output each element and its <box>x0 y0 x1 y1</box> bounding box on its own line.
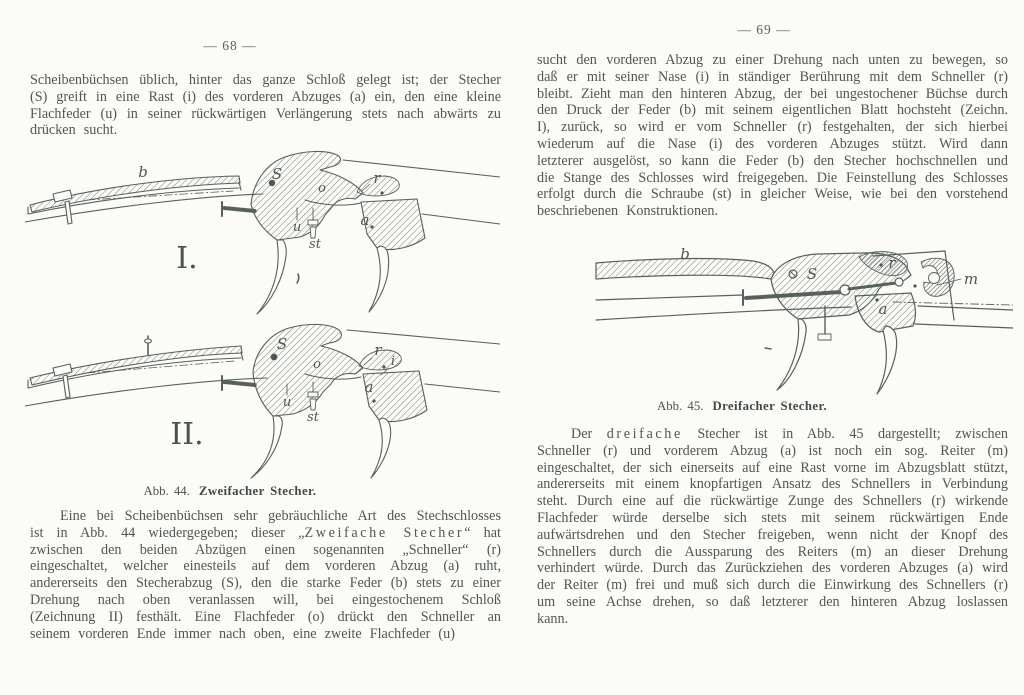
figure-label-u: u <box>282 395 292 410</box>
paragraph-segment: “ hat zwischen den beiden Abzügen einen sogenannten „Schneller“ (r) eingeschaltet, welcher einesteils auf dem vorderen Abzug (a) ruht, andererseits den Stecherabzug (S), den die starke Feder (b) stets zu einer Drehung nach oben veranlassen will, bei eingestochenem Schloß (Zeichnung II) festhält. Eine Flachfeder (o) drückt den Schneller an seinem vorderen Ende immer nach oben, eine zweite Flachfeder (u) <box>30 524 501 642</box>
figure-label-a: a <box>360 211 370 229</box>
figure-44-drawing-2 <box>25 322 500 485</box>
figure-caption-number: Abb. 44. <box>143 484 190 498</box>
paragraph-top-68: Scheibenbüchsen üblich, hinter das ganze Schloß gelegt ist; der Stecher (S) greift in eine Rast (i) des vorderen Abzuges (a) ein, den eine kleine Flachfeder (u) in seiner rückwärtigen Verlängerung stets nach abwärts zu drücken sucht. <box>30 72 501 139</box>
pivot-dot <box>372 399 375 402</box>
triple-set-trigger-illustration <box>593 248 1013 395</box>
set-trigger-drawing-1-illustration <box>25 150 500 322</box>
figure-label-u: u <box>292 220 302 235</box>
figure-label-o: o <box>313 357 321 372</box>
emphasized-term: dreifache <box>606 426 683 442</box>
set-trigger-drawing-2-illustration <box>25 322 500 480</box>
figure-label-st: st <box>309 237 321 252</box>
figure-45-drawing <box>593 248 1013 400</box>
figure-caption-number: Abb. 45. <box>657 399 704 413</box>
figure-label-r: r <box>373 169 381 187</box>
figure-44-drawing-1 <box>25 150 500 327</box>
page-number: — 69 — <box>737 22 791 37</box>
figure-caption-45 <box>562 399 922 414</box>
figure-label-S: S <box>276 335 288 353</box>
drawing-numeral-I: I. <box>176 241 198 276</box>
pivot-dot <box>913 284 916 287</box>
pivot-dot <box>370 225 373 228</box>
pivot-dot <box>879 263 882 266</box>
figure-label-a: a <box>364 378 374 396</box>
paragraph-segment: Stecher ist in Abb. 45 dargestellt; zwischen Schneller (r) und vorderem Abzug (a) ist noch ein sog. Reiter (m) eingeschaltet, der sich einerseits auf eine Rast vorne im Abzugsblatt stützt, andererseits mit einem knopfartigen Ansatz des Schnellers in Verbindung steht. Durch eine auf die rückwärtige Zunge des Schnellers (r) wirkende Flachfeder würde derselbe sich stets mit seinem rückwärtigen Ende aufwärtsdrehen und den Stecher freigeben, wenn nicht der Knopf des Schnellers durch die Aussparung des Reiters (m) an dieser Drehung verhindert würde. Durch das Zurückziehen des vorderen Abzuges (a) wird der Reiter (m) frei und muß sich durch die Einwirkung des Schnellers (r) um seine Achse drehen, so daß letzterer den hinteren Abzug loslassen kann. <box>537 426 1008 627</box>
pivot-dot <box>382 365 385 368</box>
drawing-numeral-II: II. <box>170 417 204 452</box>
figure-label-o: o <box>318 181 326 196</box>
paragraph-bottom-68 <box>30 508 501 642</box>
figure-caption-title: Zweifacher Stecher. <box>198 484 317 498</box>
pivot-dot <box>380 191 383 194</box>
figure-caption-title: Dreifacher Stecher. <box>712 399 827 413</box>
paragraph-top-69: sucht den vorderen Abzug zu einer Drehung nach unten zu bewegen, so daß er mit seiner Nase (i) in ständiger Berührung mit dem Schneller (r) bleibt. Zieht man den hinteren Abzug, der bei ungestochener Büchse durch den Druck der Feder (b) mit seinem eigentlichen Blatt hochsteht (Zeichn. I), zurück, so wird er vom Schneller (r) festgehalten, der sich hierbei wiederum auf die Nase (i) des vorderen Abzuges stützt. Wird dann letzterer ausgelöst, so kann die Feder (b) den Stecher hochschnellen und die Stange des Schlosses wird freigegeben. Die Feinstellung des Schlosses erfolgt durch die Schraube (st) in gleicher Weise, wie bei den vorstehend beschriebenen Konstruktionen. <box>537 52 1008 220</box>
page-number: — 68 — <box>203 38 257 53</box>
paragraph-segment: Eine bei Scheibenbüchsen sehr gebräuchliche Art des Stechschlosses ist in Abb. 44 wiedergegeben; dieser „ <box>30 508 501 541</box>
figure-label-st: st <box>307 410 319 425</box>
figure-label-m: m <box>963 270 979 288</box>
figure-caption-44 <box>30 484 430 499</box>
figure-label-b: b <box>680 248 690 263</box>
figure-label-r: r <box>374 341 382 359</box>
figure-label-S: S <box>271 165 283 183</box>
paragraph-segment: Der <box>571 426 607 442</box>
pivot-dot <box>271 354 278 361</box>
emphasized-term: Zweifache Stecher <box>304 524 465 541</box>
paragraph-bottom-69 <box>537 426 1008 628</box>
figure-label-r: r <box>888 254 896 272</box>
figure-label-S: S <box>806 265 818 283</box>
figure-label-i: i <box>390 354 396 369</box>
figure-label-b: b <box>138 163 148 181</box>
figure-label-a: a <box>878 300 888 318</box>
